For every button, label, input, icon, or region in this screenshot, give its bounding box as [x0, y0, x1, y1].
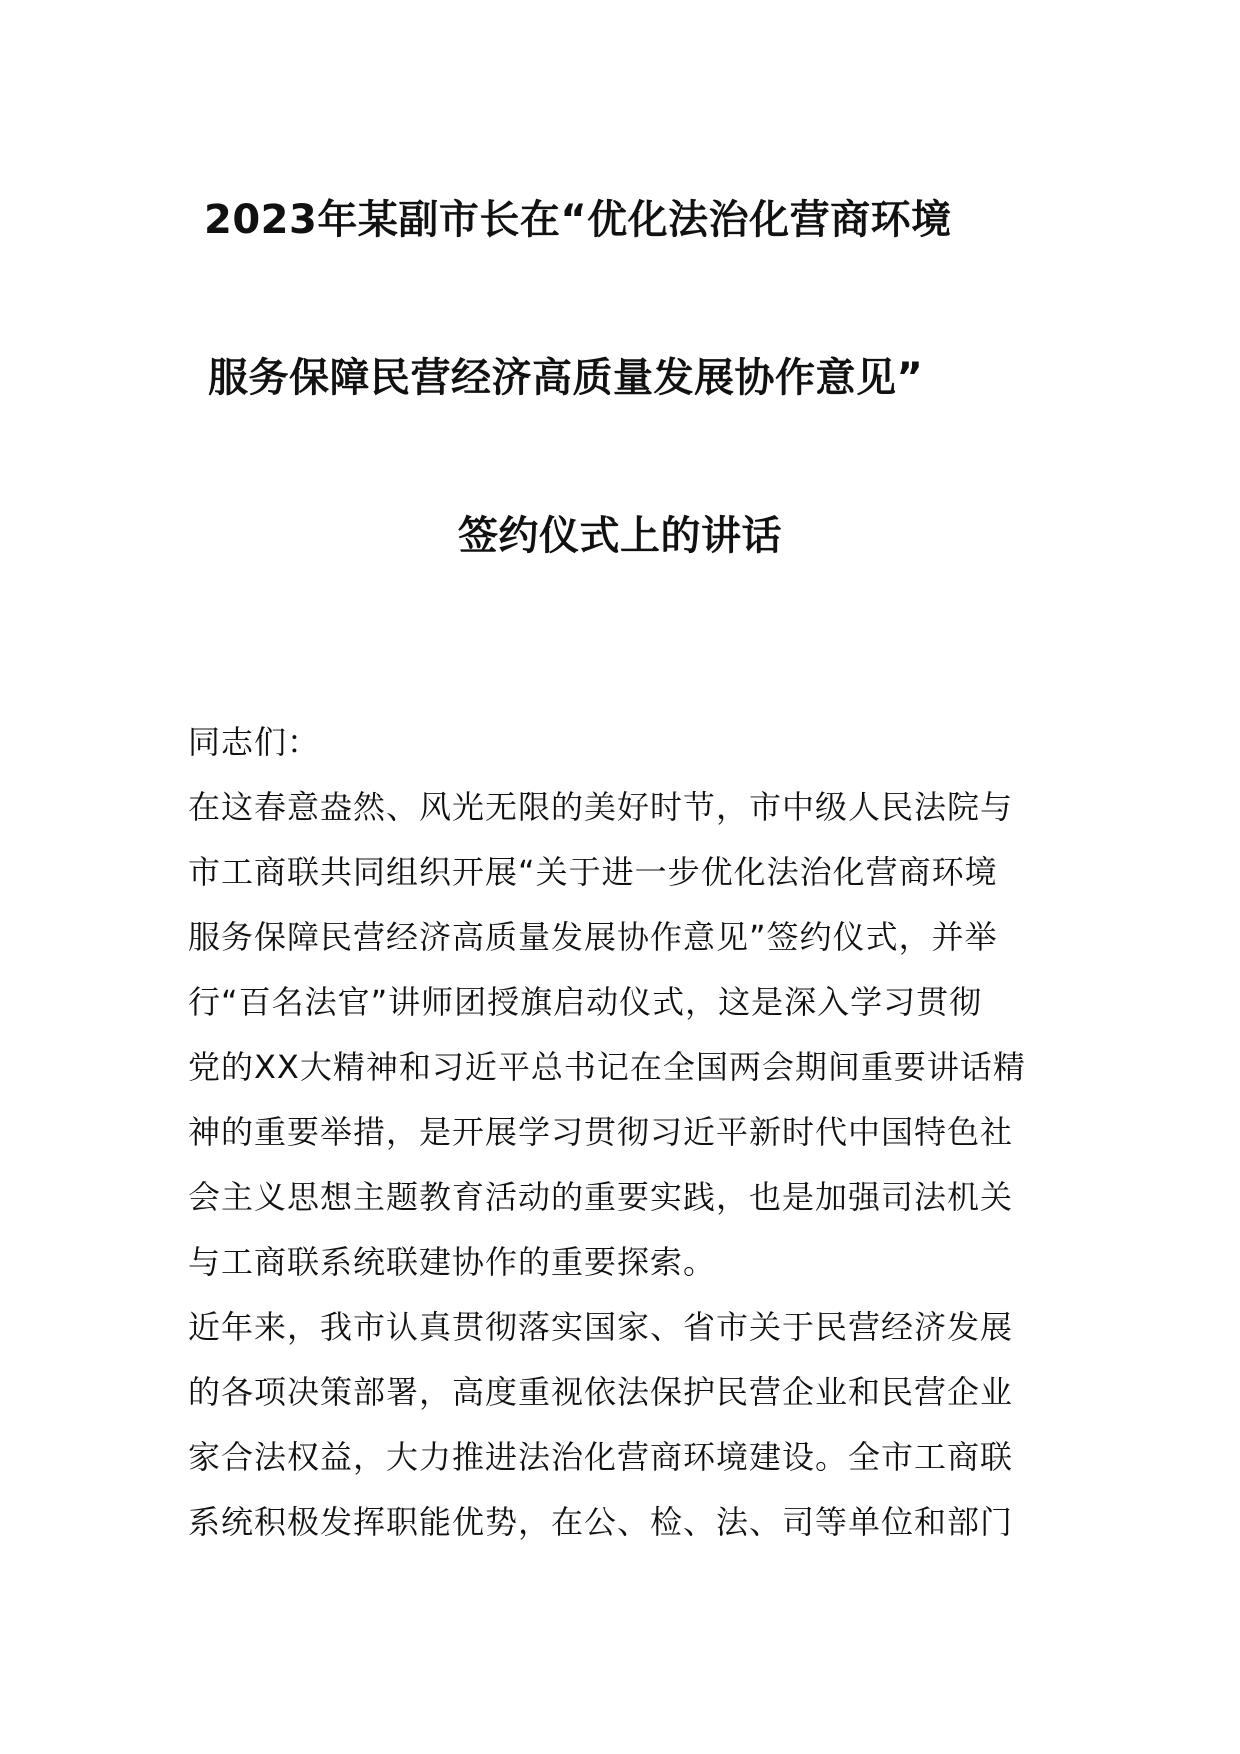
title-line-1: 2023年某副市长在“优化法治化营商环境 — [204, 197, 952, 243]
title-line-3: 签约仪式上的讲话 — [458, 513, 782, 559]
body-line: 家合法权益，大力推进法治化营商环境建设。全市工商联 — [188, 1438, 1014, 1476]
body-line: 系统积极发挥职能优势，在公、检、法、司等单位和部门 — [188, 1503, 1014, 1541]
document-body — [188, 710, 1068, 1555]
body-line: 近年来，我市认真贯彻落实国家、省市关于民营经济发展 — [188, 1308, 1014, 1346]
salutation: 同志们： — [188, 723, 321, 761]
body-line: 神的重要举措，是开展学习贯彻习近平新时代中国特色社 — [188, 1113, 1014, 1151]
title-line-2: 服务保障民营经济高质量发展协作意见” — [208, 355, 924, 401]
body-line: 党的XX大精神和习近平总书记在全国两会期间重要讲话精 — [188, 1048, 1026, 1086]
body-line: 服务保障民营经济高质量发展协作意见”签约仪式，并举 — [188, 918, 998, 956]
body-line: 与工商联系统联建协作的重要探索。 — [188, 1243, 717, 1281]
body-line: 行“百名法官”讲师团授旗启动仪式，这是深入学习贯彻 — [188, 983, 983, 1021]
body-line: 市工商联共同组织开展“关于进一步优化法治化营商环境 — [188, 853, 998, 891]
body-line: 的各项决策部署，高度重视依法保护民营企业和民营企业 — [188, 1373, 1014, 1411]
document-title — [160, 197, 1080, 674]
body-line: 会主义思想主题教育活动的重要实践，也是加强司法机关 — [188, 1178, 1014, 1216]
body-line: 在这春意盎然、风光无限的美好时节，市中级人民法院与 — [188, 788, 1014, 826]
